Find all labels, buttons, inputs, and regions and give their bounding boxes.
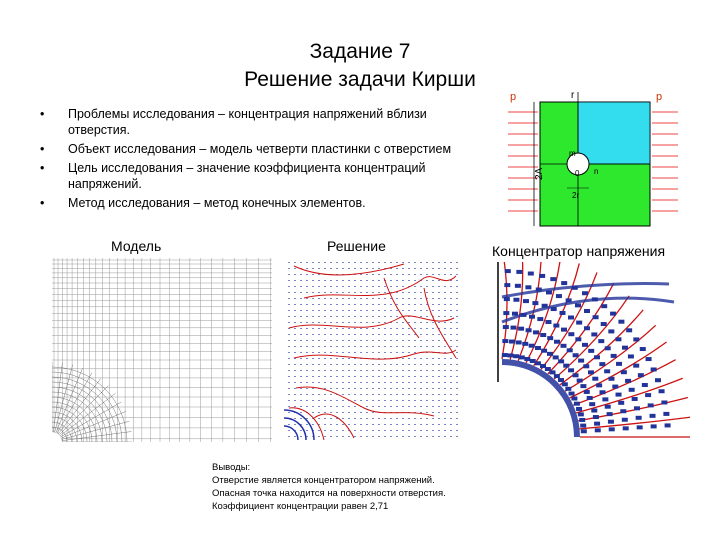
model-label: Модель [111,238,162,254]
solution-contour-figure [284,258,459,442]
solution-label: Решение [327,238,386,254]
quarter-region [578,102,650,164]
bullet-item [40,141,480,157]
bullet-item [40,106,480,138]
bullet-text: Объект исследования – модель четверти пластинки с отверстием [68,142,452,156]
stress-concentrator-figure [494,262,690,440]
p-left-label: p [510,91,517,103]
bullet-dot-icon: • [40,196,45,210]
bullet-item [40,160,480,192]
bullet-list [40,106,480,214]
bullet-dot-icon: • [40,107,45,121]
mesh-model-figure [52,258,272,442]
conclusion-line-3: Коэффициент концентрации равен 2,71 [212,501,389,512]
conclusions-heading: Выводы: [212,462,251,473]
two-r-label: 2r [572,191,580,200]
r-label: r [571,90,575,101]
title-line-1: Задание 7 [309,40,411,63]
conclusions-block [212,461,446,513]
bullet-text: Цель исследования – значение коэффициента концентраций напряжений. [68,161,426,191]
n-label: n [594,167,599,176]
plate-diagram [498,88,684,240]
conclusion-line-2: Опасная точка находится на поверхности отверстия. [212,488,446,499]
bullet-item [40,195,480,211]
title-line-2: Решение задачи Кирши [244,68,476,91]
bullet-dot-icon: • [40,142,45,156]
conclusion-line-1: Отверстие является концентратором напряжений. [212,475,435,486]
zero-label: 0 [575,169,580,178]
bullet-text: Метод исследования – метод конечных элементов. [68,196,366,210]
bullet-text: Проблемы исследования – концентрация напряжений вблизи отверстия. [68,107,427,137]
load-arrows-left [508,112,538,211]
bullet-dot-icon: • [40,161,45,175]
p-right-label: p [656,91,663,103]
slide-title [180,38,540,94]
m-label: m [569,149,576,158]
load-arrows-right [652,112,678,211]
concentrator-label: Концентратор напряжения [492,243,666,259]
height-label: 2A [534,167,545,180]
